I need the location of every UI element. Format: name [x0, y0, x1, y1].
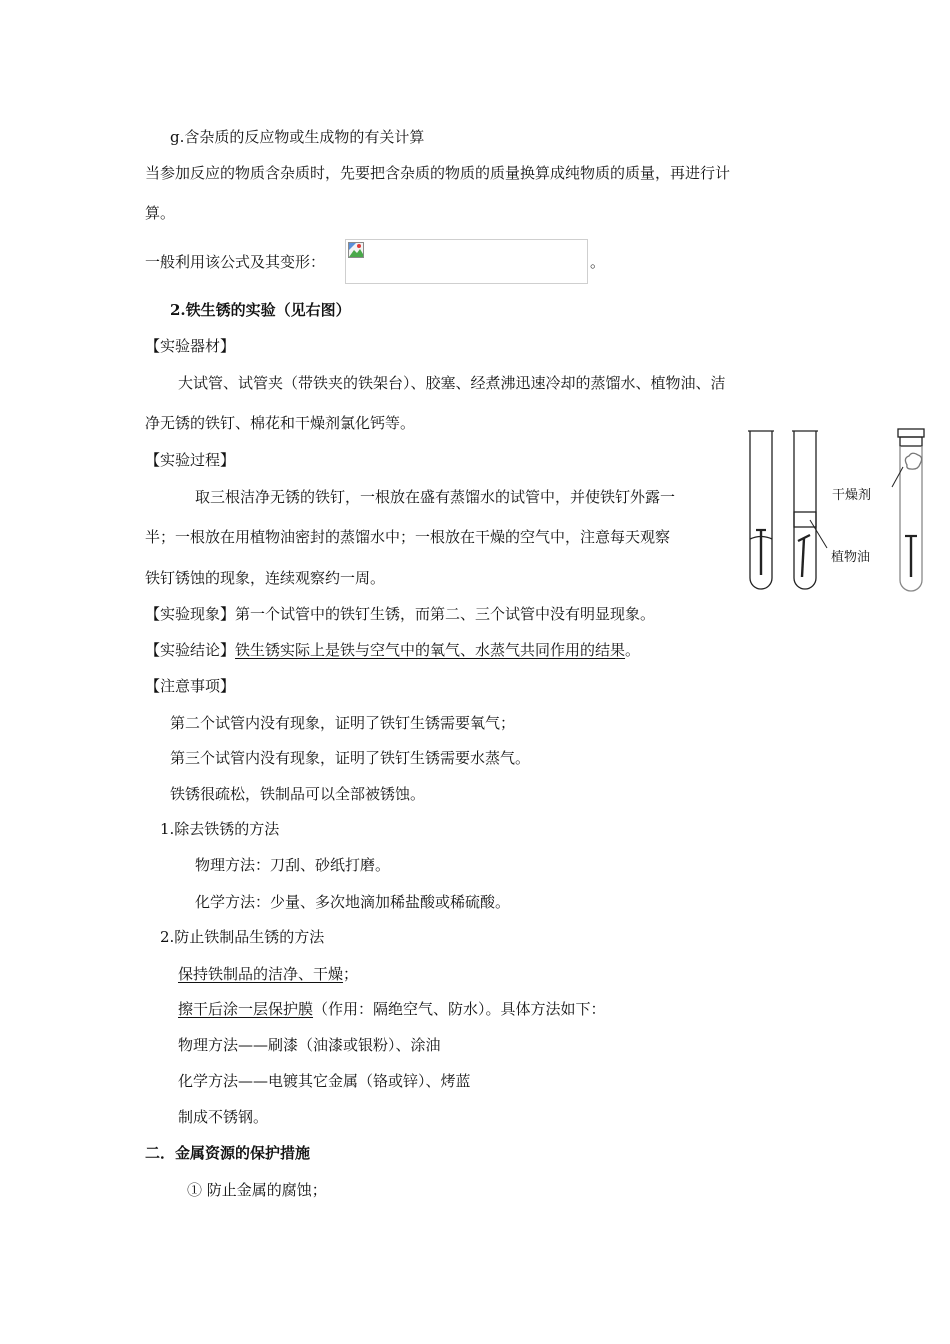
note-item-2: 第三个试管内没有现象，证明了铁钉生锈需要水蒸气。 — [170, 749, 531, 767]
process-line2: 半；一根放在用植物油密封的蒸馏水中；一根放在干燥的空气中，注意每天观察 — [145, 528, 671, 546]
phenomenon-label: 【实验现象】 — [145, 605, 236, 623]
test-tube-water — [748, 431, 774, 589]
formula-suffix: 。 — [590, 253, 606, 271]
materials-line2: 净无锈的铁钉、棉花和干燥剂氯化钙等。 — [145, 414, 416, 432]
prevention-keep-clean-end: ； — [343, 965, 359, 983]
phenomenon-line — [145, 604, 655, 624]
materials-line1: 大试管、试管夹（带铁夹的铁架台）、胶塞、经煮沸迅速冷却的蒸馏水、植物油、洁 — [178, 374, 726, 392]
test-tube-figure — [742, 425, 932, 600]
formula-image-placeholder — [345, 239, 588, 284]
conclusion-text: 铁生锈实际上是铁与空气中的氧气、水蒸气共同作用的结果 — [235, 641, 626, 659]
formula-prefix: 一般利用该公式及其变形： — [145, 253, 326, 271]
process-line3: 铁钉锈蚀的现象，连续观察约一周。 — [145, 569, 386, 587]
process-line1: 取三根洁净无锈的铁钉，一根放在盛有蒸馏水的试管中，并使铁钉外露一 — [195, 488, 676, 506]
rust-removal-chemical: 化学方法：少量、多次地滴加稀盐酸或稀硫酸。 — [195, 893, 511, 911]
section2-item1: ① 防止金属的腐蚀； — [187, 1181, 327, 1199]
label-vegetable-oil: 植物油 — [831, 550, 871, 565]
notes-label: 【注意事项】 — [145, 677, 236, 695]
test-tubes-diagram — [742, 425, 932, 600]
section-g-paragraph-line1: 当参加反应的物质含杂质时，先要把含杂质的物质的质量换算成纯物质的质量，再进行计 — [145, 164, 731, 182]
prevention-stainless: 制成不锈钢。 — [178, 1108, 269, 1126]
prevention-coating-rest: （作用：隔绝空气、防水）。具体方法如下： — [313, 1000, 606, 1018]
broken-image-icon — [348, 242, 364, 258]
conclusion-end: 。 — [625, 641, 641, 659]
prevention-coating-line — [178, 999, 606, 1019]
test-tube-oil-sealed — [792, 431, 827, 589]
rust-removal-title: 1.除去铁锈的方法 — [160, 820, 280, 838]
materials-label: 【实验器材】 — [145, 337, 236, 355]
test-tube-dry-air — [892, 429, 924, 591]
process-label: 【实验过程】 — [145, 451, 236, 469]
prevention-keep-clean-line — [178, 964, 358, 984]
prevention-coating: 擦干后涂一层保护膜 — [178, 1000, 314, 1018]
label-desiccant: 干燥剂 — [832, 488, 872, 503]
rust-removal-physical: 物理方法：刀刮、砂纸打磨。 — [195, 856, 391, 874]
prevention-physical: 物理方法——刷漆（油漆或银粉）、涂油 — [178, 1036, 441, 1054]
conclusion-label: 【实验结论】 — [145, 641, 236, 659]
note-item-1: 第二个试管内没有现象，证明了铁钉生锈需要氧气； — [170, 714, 516, 732]
conclusion-line — [145, 640, 640, 660]
phenomenon-text: 第一个试管中的铁钉生锈，而第二、三个试管中没有明显现象。 — [235, 605, 656, 623]
prevention-chemical: 化学方法——电镀其它金属（铬或锌）、烤蓝 — [178, 1072, 471, 1090]
prevention-title: 2.防止铁制品生锈的方法 — [160, 928, 325, 946]
prevention-keep-clean: 保持铁制品的洁净、干燥 — [178, 965, 344, 983]
note-item-3: 铁锈很疏松，铁制品可以全部被锈蚀。 — [170, 785, 426, 803]
section-g-heading: g.含杂质的反应物或生成物的有关计算 — [170, 128, 425, 146]
experiment-title: 2.铁生锈的实验（见右图） — [170, 301, 351, 319]
section-g-paragraph-line2: 算。 — [145, 204, 176, 222]
section2-title: 二．金属资源的保护措施 — [145, 1144, 311, 1162]
